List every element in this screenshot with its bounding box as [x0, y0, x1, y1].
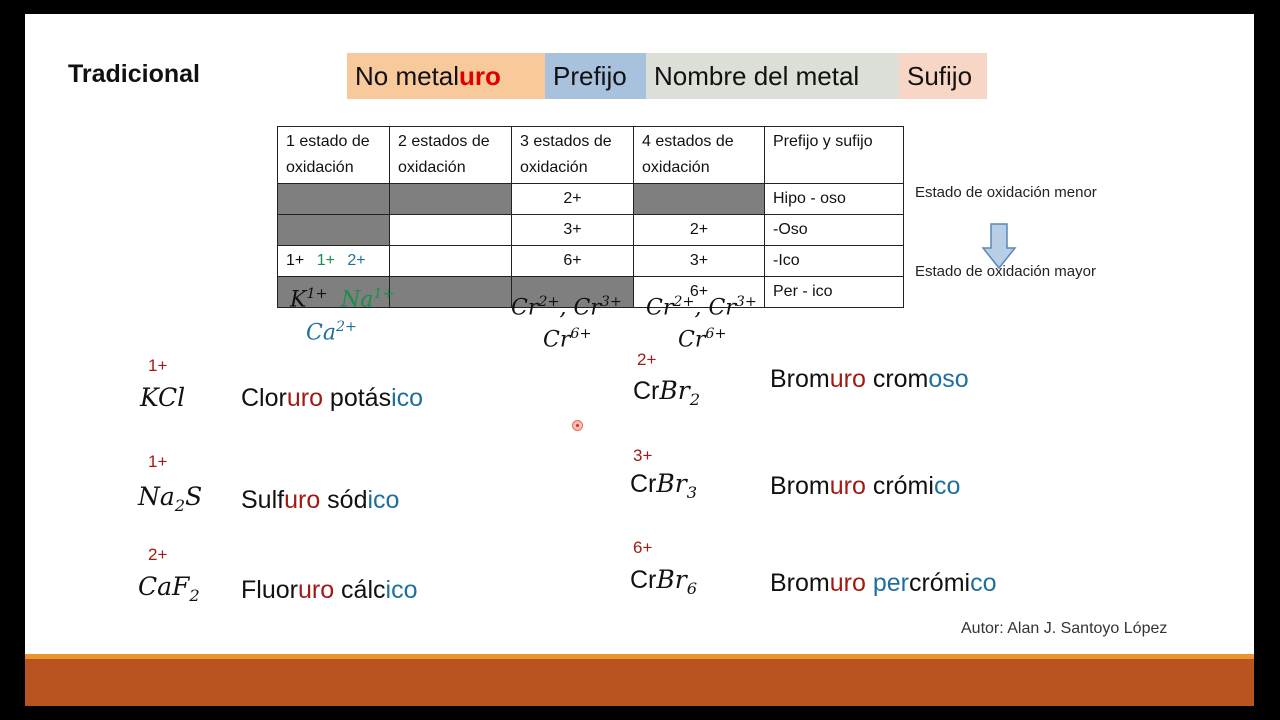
name-suffix: oso — [928, 365, 969, 393]
ox-state-ca: 2+ — [347, 252, 366, 269]
ion-cr-charge: 2+ — [673, 294, 695, 310]
name-na2s — [241, 486, 399, 515]
table-cell: 2+ — [512, 184, 634, 215]
ion-na-symbol: Na — [341, 287, 374, 313]
name-part: crómi — [908, 569, 971, 597]
name-suffix-uro: uro — [284, 486, 321, 514]
name-part: sód — [320, 486, 368, 514]
formula-subscript: 2 — [174, 496, 186, 515]
ox-crbr6: 6+ — [633, 538, 653, 557]
ox-state-k: 1+ — [286, 252, 305, 269]
table-cell: 6+ — [512, 246, 634, 277]
name-part: potás — [322, 384, 392, 412]
table-header-row — [278, 127, 904, 184]
ions-cr-4states-b — [678, 326, 726, 352]
ion-k — [290, 286, 328, 312]
slide-title: Tradicional — [68, 60, 200, 88]
ion-cr: Cr — [573, 295, 601, 321]
band-no-metal-text: No metal — [355, 61, 460, 91]
name-crbr6 — [770, 569, 996, 598]
pointer-cursor-icon — [572, 420, 583, 431]
formula-caf2 — [138, 572, 200, 605]
ion-ca-charge: 2+ — [335, 319, 358, 335]
table-cell: 2+ — [634, 215, 765, 246]
ion-ca — [306, 319, 357, 345]
ions-cr-3states-b — [543, 326, 591, 352]
ox-crbr3: 3+ — [633, 446, 653, 465]
band-sufijo-text: Sufijo — [907, 61, 973, 91]
name-part: crómi — [865, 472, 934, 500]
formula-subscript: 2 — [689, 390, 701, 409]
ion-ca-symbol: Ca — [306, 320, 336, 346]
name-suffix-uro: uro — [829, 472, 866, 500]
table-cell: -Ico — [765, 246, 904, 277]
oxidation-table — [277, 126, 904, 308]
ion-cr-charge: 6+ — [705, 326, 727, 342]
formula-part: S — [185, 482, 203, 511]
name-part: Clor — [241, 384, 287, 412]
table-cell: -Oso — [765, 215, 904, 246]
table-header-cell: Prefijo y sufijo — [765, 127, 904, 184]
name-part: Brom — [770, 569, 830, 597]
ion-cr-charge: 3+ — [600, 294, 622, 310]
ox-na2s: 1+ — [148, 452, 168, 471]
band-no-metal-suffix: uro — [459, 61, 501, 91]
table-row — [278, 246, 904, 277]
ion-na-charge: 1+ — [373, 286, 395, 302]
ion-cr: Cr — [708, 295, 736, 321]
name-suffix: co — [970, 569, 997, 597]
formula-crbr3 — [630, 469, 697, 502]
note-menor: Estado de oxidación menor — [915, 184, 1097, 201]
formula-subscript: 6 — [686, 579, 698, 598]
note-mayor: Estado de oxidación mayor — [915, 263, 1096, 280]
table-cell-empty — [278, 184, 390, 215]
ox-caf2: 2+ — [148, 545, 168, 564]
ion-cr: Cr — [511, 295, 539, 321]
table-cell-empty — [390, 277, 512, 308]
ion-cr: Cr — [646, 295, 674, 321]
table-header-cell: 4 estados de oxidación — [634, 127, 765, 184]
ox-state-na: 1+ — [316, 252, 335, 269]
ion-k-symbol: K — [290, 287, 307, 313]
ion-cr-charge: 3+ — [735, 294, 757, 310]
formula-part: Cr — [630, 566, 657, 594]
table-cell-empty — [390, 246, 512, 277]
formula-crbr2 — [633, 376, 700, 409]
name-crbr2 — [770, 365, 969, 394]
formula-part: Br — [659, 376, 690, 405]
name-suffix-uro: uro — [286, 384, 323, 412]
table-cell: Hipo - oso — [765, 184, 904, 215]
ions-cr-4states: $Cr^{2+}$, $Cr^{3+}$ — [646, 294, 757, 321]
name-kcl — [241, 384, 423, 413]
table-header-cell: 1 estado de oxidación — [278, 127, 390, 184]
table-cell-empty — [634, 184, 765, 215]
band-no-metal — [347, 53, 545, 99]
name-caf2 — [241, 576, 417, 605]
table-row — [278, 184, 904, 215]
table-cell: 6+ — [634, 277, 765, 308]
name-suffix: co — [933, 472, 961, 500]
table-cell-empty — [390, 215, 512, 246]
band-nombre-metal-text: Nombre del metal — [654, 61, 860, 91]
formula-part: Br — [656, 469, 687, 498]
formula-part: Na — [138, 482, 175, 511]
table-cell: 3+ — [512, 215, 634, 246]
ions-cr-3states: $Cr^{2+}$, $Cr^{3+}$ — [511, 294, 622, 321]
name-suffix-uro: uro — [829, 569, 866, 597]
formula-subscript: 3 — [686, 483, 698, 502]
name-suffix: ico — [385, 576, 418, 604]
name-part: Brom — [770, 472, 830, 500]
slide — [25, 14, 1254, 706]
footer-bar — [25, 659, 1254, 706]
table-cell: 3+ — [634, 246, 765, 277]
band-nombre-metal — [646, 53, 899, 99]
ox-kcl: 1+ — [148, 356, 168, 375]
ion-cr-charge: 6+ — [570, 326, 592, 342]
table-header-cell: 3 estados de oxidación — [512, 127, 634, 184]
ion-k-charge: 1+ — [306, 286, 328, 302]
table-cell-empty — [390, 184, 512, 215]
formula-part: Br — [656, 565, 687, 594]
formula-part: CaF — [138, 572, 190, 601]
formula-na2s — [138, 482, 202, 515]
author-credit: Autor: Alan J. Santoyo López — [961, 620, 1168, 637]
name-part: Brom — [770, 365, 830, 393]
band-sufijo — [899, 53, 987, 99]
name-part: crom — [865, 365, 929, 393]
formula-part: Cr — [630, 470, 657, 498]
name-prefix: per — [872, 569, 909, 597]
name-part: Fluor — [241, 576, 298, 604]
name-part — [866, 569, 873, 597]
band-prefijo-text: Prefijo — [553, 61, 627, 91]
formula-kcl: KCl — [140, 383, 186, 412]
table-header-cell: 2 estados de oxidación — [390, 127, 512, 184]
name-suffix-uro: uro — [297, 576, 335, 604]
name-part: cálc — [334, 576, 386, 604]
ion-na — [341, 286, 394, 312]
name-suffix: ico — [367, 486, 400, 514]
table-cell: Per - ico — [765, 277, 904, 308]
ion-cr-charge: 2+ — [538, 294, 560, 310]
ox-crbr2: 2+ — [637, 350, 657, 369]
ion-cr: Cr — [678, 327, 706, 353]
ion-cr: Cr — [543, 327, 571, 353]
name-crbr3 — [770, 472, 960, 501]
name-part: Sulf — [241, 486, 285, 514]
formula-part: Cr — [633, 377, 660, 405]
band-prefijo — [545, 53, 646, 99]
formula-subscript: 2 — [189, 586, 200, 605]
table-cell — [278, 246, 390, 277]
name-suffix: ico — [391, 384, 424, 412]
name-suffix-uro: uro — [829, 365, 866, 393]
table-row — [278, 215, 904, 246]
formula-crbr6 — [630, 565, 697, 598]
table-cell-empty — [278, 215, 390, 246]
